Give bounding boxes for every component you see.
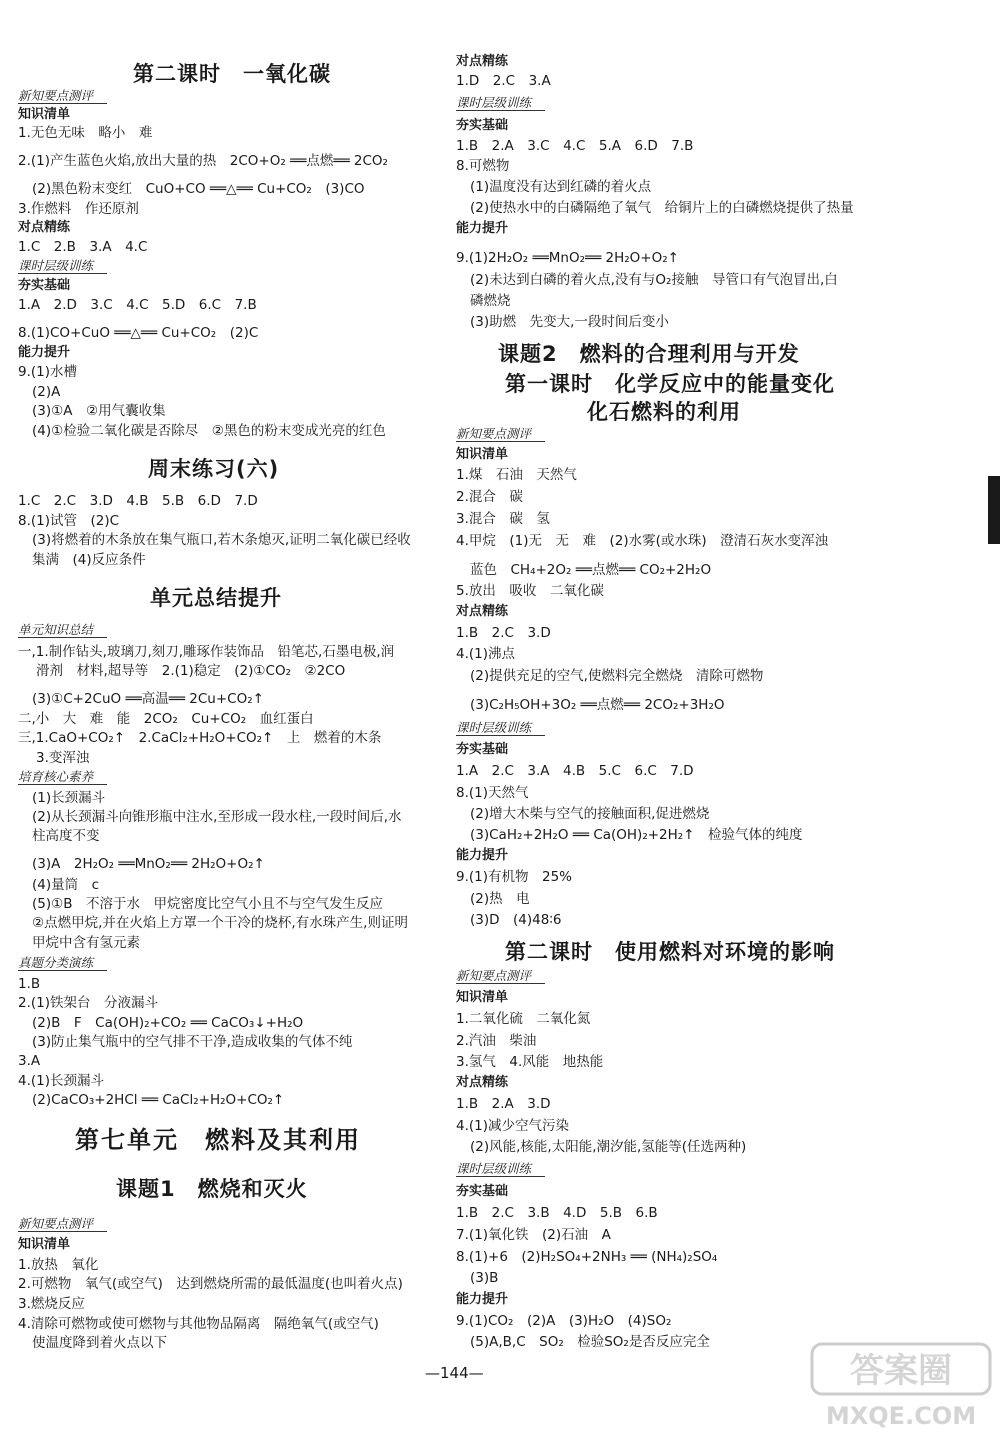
- answer-line: 甲烷中含有氢元素: [32, 935, 140, 951]
- category-label: 对点精练: [456, 1075, 509, 1090]
- answer-line: (2)未达到白磷的着火点,没有与O₂接触 导管口有气泡冒出,白: [470, 272, 838, 288]
- section-heading: 化石燃料的利用: [587, 400, 741, 424]
- category-label: 夯实基础: [456, 742, 509, 757]
- answer-line: 3.作燃料 作还原剂: [18, 201, 139, 217]
- subsection-label: 课时层级训练: [456, 1161, 545, 1177]
- watermark-url: MXQE.COM: [825, 1402, 977, 1430]
- answer-line: (3)防止集气瓶中的空气排不干净,造成收集的气体不纯: [32, 1034, 353, 1050]
- subsection-label: 新知要点测评: [18, 88, 107, 104]
- answer-line: 集满 (4)反应条件: [32, 552, 146, 568]
- answer-line: (3)B: [470, 1270, 499, 1286]
- answer-line: (2)热 电: [470, 891, 530, 907]
- answer-line: 1.二氧化硫 二氧化氮: [456, 1011, 591, 1027]
- category-label: 知识清单: [18, 1237, 71, 1252]
- answer-line: (2)从长颈漏斗向锥形瓶中注水,至形成一段水柱,一段时间后,水: [32, 809, 402, 825]
- category-label: 能力提升: [18, 345, 71, 360]
- answer-line: 1.B 2.A 3.D: [456, 1096, 551, 1112]
- page-number: —144—: [425, 1364, 484, 1382]
- answer-line: 1.D 2.C 3.A: [456, 73, 551, 89]
- answer-line: 8.(1)+6 (2)H₂SO₄+2NH₃ ══ (NH₄)₂SO₄: [456, 1249, 718, 1265]
- answer-line: 9.(1)CO₂ (2)A (3)H₂O (4)SO₂: [456, 1313, 672, 1329]
- category-label: 对点精练: [456, 54, 509, 69]
- answer-line: 滑剂 材料,超导等 2.(1)稳定 (2)①CO₂ ②2CO: [36, 663, 346, 679]
- answer-line: ②点燃甲烷,并在火焰上方罩一个干冷的烧杯,有水珠产生,则证明: [32, 915, 408, 931]
- answer-line: 5.放出 吸收 二氧化碳: [456, 583, 604, 599]
- answer-line: 柱高度不变: [32, 828, 100, 844]
- answer-line: (4)量筒 c: [32, 877, 100, 893]
- answer-line: 8.(1)CO+CuO ══△══ Cu+CO₂ (2)C: [18, 325, 259, 341]
- section-heading: 单元总结提升: [150, 586, 282, 610]
- answer-line: 1.A 2.D 3.C 4.C 5.D 6.C 7.B: [18, 297, 257, 313]
- answer-line: (1)长颈漏斗: [32, 790, 106, 806]
- category-label: 对点精练: [456, 604, 509, 619]
- answer-line: (2)使热水中的白磷隔绝了氧气 给铜片上的白磷燃烧提供了热量: [470, 200, 854, 216]
- answer-line: 1.无色无味 略小 难: [18, 125, 153, 141]
- answer-line: 4.甲烷 (1)无 无 难 (2)水雾(或水珠) 澄清石灰水变浑浊: [456, 533, 829, 549]
- answer-line: 1.C 2.B 3.A 4.C: [18, 239, 148, 255]
- section-heading: 课题1 燃烧和灭火: [116, 1177, 308, 1201]
- subsection-label: 真题分类演练: [18, 955, 107, 971]
- answer-line: (2)增大木柴与空气的接触面积,促进燃烧: [470, 806, 710, 822]
- category-label: 对点精练: [18, 220, 71, 235]
- answer-line: 3.氢气 4.风能 地热能: [456, 1054, 604, 1070]
- answer-line: (3)①A ②用气囊收集: [32, 403, 166, 419]
- answer-line: 9.(1)2H₂O₂ ══MnO₂══ 2H₂O+O₂↑: [456, 250, 679, 266]
- answer-line: 1.B 2.A 3.C 4.C 5.A 6.D 7.B: [456, 138, 694, 154]
- answer-line: (2)CaCO₃+2HCl ══ CaCl₂+H₂O+CO₂↑: [32, 1092, 285, 1108]
- category-label: 能力提升: [456, 848, 509, 863]
- answer-line: 9.(1)水槽: [18, 364, 78, 380]
- answer-line: (3)D (4)48∶6: [470, 912, 562, 928]
- answer-line: 4.(1)沸点: [456, 646, 516, 662]
- answer-line: 4.(1)长颈漏斗: [18, 1073, 105, 1089]
- answer-line: 3.混合 碳 氢: [456, 511, 550, 527]
- answer-line: 蓝色 CH₄+2O₂ ══点燃══ CO₂+2H₂O: [470, 562, 712, 578]
- subsection-label: 培育核心素养: [18, 769, 107, 785]
- subsection-label: 新知要点测评: [456, 968, 545, 984]
- answer-line: 2.汽油 柴油: [456, 1033, 537, 1049]
- answer-line: (2)黑色粉末变红 CuO+CO ══△══ Cu+CO₂ (3)CO: [32, 181, 365, 197]
- answer-line: 9.(1)有机物 25%: [456, 869, 573, 885]
- answer-line: 磷燃烧: [470, 293, 511, 309]
- category-label: 能力提升: [456, 221, 509, 236]
- watermark-logo: [808, 1340, 994, 1432]
- category-label: 知识清单: [456, 447, 509, 462]
- answer-line: 2.可燃物 氧气(或空气) 达到燃烧所需的最低温度(也叫着火点): [18, 1276, 403, 1292]
- answer-line: (1)温度没有达到红磷的着火点: [470, 179, 652, 195]
- answer-line: 4.(1)减少空气污染: [456, 1118, 570, 1134]
- answer-line: (2)A: [32, 384, 61, 400]
- answer-line: (3)助燃 先变大,一段时间后变小: [470, 314, 669, 330]
- answer-line: 3.A: [18, 1053, 41, 1069]
- answer-line: 使温度降到着火点以下: [32, 1335, 167, 1351]
- subsection-label: 单元知识总结: [18, 622, 107, 638]
- category-label: 能力提升: [456, 1292, 509, 1307]
- answer-line: (3)C₂H₅OH+3O₂ ══点燃══ 2CO₂+3H₂O: [470, 697, 725, 713]
- answer-line: 1.煤 石油 天然气: [456, 467, 577, 483]
- page-edge-tab: [988, 476, 1000, 544]
- answer-line: 1.B 2.C 3.B 4.D 5.B 6.B: [456, 1205, 658, 1221]
- category-label: 知识清单: [456, 990, 509, 1005]
- section-heading: 第二课时 使用燃料对环境的影响: [505, 940, 835, 964]
- answer-line: (2)提供充足的空气,使燃料完全燃烧 清除可燃物: [470, 668, 764, 684]
- subsection-label: 新知要点测评: [18, 1216, 107, 1232]
- answer-line: (2)风能,核能,太阳能,潮汐能,氢能等(任选两种): [470, 1139, 747, 1155]
- answer-line: (5)①B 不溶于水 甲烷密度比空气小且不与空气发生反应: [32, 896, 383, 912]
- answer-line: 一,1.制作钻头,玻璃刀,刻刀,雕琢作装饰品 铅笔芯,石墨电极,润: [18, 644, 395, 660]
- subsection-label: 课时层级训练: [456, 95, 545, 111]
- category-label: 夯实基础: [456, 1184, 509, 1199]
- answer-line: 7.(1)氧化铁 (2)石油 A: [456, 1227, 611, 1243]
- answer-line: (4)①检验二氧化碳是否除尽 ②黑色的粉末变成光亮的红色: [32, 423, 386, 439]
- category-label: 知识清单: [18, 107, 71, 122]
- answer-line: (3)CaH₂+2H₂O ══ Ca(OH)₂+2H₂↑ 检验气体的纯度: [470, 827, 803, 843]
- category-label: 夯实基础: [456, 118, 509, 133]
- answer-line: (2)B F Ca(OH)₂+CO₂ ══ CaCO₃↓+H₂O: [32, 1015, 304, 1031]
- answer-line: 1.C 2.C 3.D 4.B 5.B 6.D 7.D: [18, 493, 258, 509]
- answer-line: 3.变浑浊: [36, 750, 90, 766]
- subsection-label: 新知要点测评: [456, 426, 545, 442]
- answer-line: (3)将燃着的木条放在集气瓶口,若木条熄灭,证明二氧化碳已经收: [32, 532, 411, 548]
- section-heading: 第二课时 一氧化碳: [133, 62, 331, 86]
- answer-line: 2.(1)产生蓝色火焰,放出大量的热 2CO+O₂ ══点燃══ 2CO₂: [18, 153, 388, 169]
- watermark-text: 答案圈: [850, 1351, 952, 1391]
- answer-line: 4.清除可燃物或使可燃物与其他物品隔离 隔绝氧气(或空气): [18, 1316, 379, 1332]
- answer-line: 8.可燃物: [456, 158, 510, 174]
- answer-line: 1.放热 氧化: [18, 1257, 99, 1273]
- answer-line: 2.(1)铁架台 分液漏斗: [18, 995, 159, 1011]
- answer-line: 3.燃烧反应: [18, 1296, 85, 1312]
- answer-line: 三,1.CaO+CO₂↑ 2.CaCl₂+H₂O+CO₂↑ 上 燃着的木条: [18, 730, 382, 746]
- section-heading: 第一课时 化学反应中的能量变化: [505, 372, 835, 396]
- answer-line: (3)①C+2CuO ══高温══ 2Cu+CO₂↑: [32, 691, 264, 707]
- answer-line: 1.B: [18, 976, 41, 992]
- answer-line: 8.(1)天然气: [456, 785, 529, 801]
- answer-line: 8.(1)试管 (2)C: [18, 513, 120, 529]
- category-label: 夯实基础: [18, 278, 71, 293]
- section-heading: 周末练习(六): [148, 457, 280, 481]
- unit-title: 第七单元 燃料及其利用: [75, 1126, 361, 1154]
- answer-line: 1.B 2.C 3.D: [456, 625, 551, 641]
- answer-line: 1.A 2.C 3.A 4.B 5.C 6.C 7.D: [456, 763, 694, 779]
- section-heading: 课题2 燃料的合理利用与开发: [498, 342, 800, 366]
- answer-line: (3)A 2H₂O₂ ══MnO₂══ 2H₂O+O₂↑: [32, 856, 265, 872]
- answer-line: (5)A,B,C SO₂ 检验SO₂是否反应完全: [470, 1334, 710, 1350]
- answer-line: 2.混合 碳: [456, 489, 523, 505]
- answer-line: 二,小 大 难 能 2CO₂ Cu+CO₂ 血红蛋白: [18, 711, 314, 727]
- subsection-label: 课时层级训练: [456, 720, 545, 736]
- subsection-label: 课时层级训练: [18, 258, 107, 274]
